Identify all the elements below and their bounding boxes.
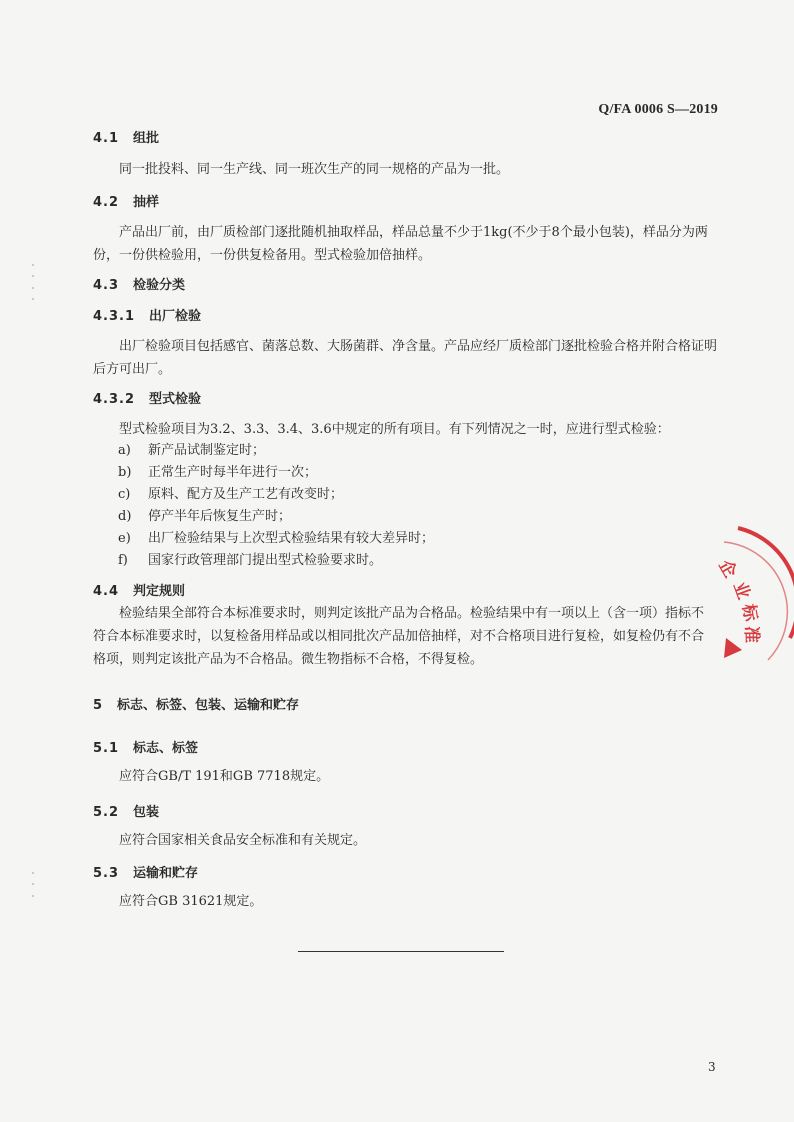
margin-dots-decoration <box>30 870 36 910</box>
svg-text:企: 企 <box>714 556 741 582</box>
heading-5 <box>93 694 299 713</box>
list-text: 国家行政管理部门提出型式检验要求时。 <box>148 553 383 568</box>
heading-4-3-1 <box>93 305 201 324</box>
heading-number: 4.4 <box>93 584 120 599</box>
heading-title: 检验分类 <box>133 278 186 293</box>
heading-5-1 <box>93 737 198 756</box>
heading-4-3 <box>93 274 185 293</box>
list-item <box>118 462 317 484</box>
end-rule <box>298 951 504 952</box>
svg-text:准: 准 <box>741 626 761 643</box>
heading-number: 5.3 <box>93 866 120 881</box>
heading-number: 5.2 <box>93 805 120 820</box>
list-marker: d) <box>118 509 132 524</box>
svg-text:标: 标 <box>737 602 761 623</box>
list-item <box>118 440 265 462</box>
margin-dots-decoration <box>30 262 36 302</box>
list-item <box>118 484 343 506</box>
para-5-2: 应符合国家相关食品安全标准和有关规定。 <box>119 833 367 848</box>
heading-4-3-2 <box>93 388 201 407</box>
heading-title: 标志、标签、包装、运输和贮存 <box>117 698 300 713</box>
para-4-1: 同一批投料、同一生产线、同一班次生产的同一规格的产品为一批。 <box>119 162 510 177</box>
page-number: 3 <box>708 1060 716 1074</box>
list-text: 新产品试制鉴定时； <box>148 443 266 458</box>
list-marker: f) <box>118 553 128 568</box>
para-5-1: 应符合GB/T 191和GB 7718规定。 <box>119 769 330 784</box>
para-4-3-1: 出厂检验项目包括感官、菌落总数、大肠菌群、净含量。产品应经厂质检部门逐批检验合格并附合格证明后方可出厂。 <box>93 339 718 377</box>
heading-number: 5.1 <box>93 741 120 756</box>
heading-number: 4.3.2 <box>93 392 136 407</box>
list-marker: c) <box>118 487 131 502</box>
heading-title: 标志、标签 <box>133 741 199 756</box>
list-text: 停产半年后恢复生产时； <box>148 509 292 524</box>
svg-text:业: 业 <box>728 579 754 603</box>
heading-number: 4.2 <box>93 195 120 210</box>
heading-number: 4.3.1 <box>93 309 136 324</box>
heading-number: 4.3 <box>93 278 120 293</box>
heading-number: 5 <box>93 698 104 713</box>
list-marker: b) <box>118 465 132 480</box>
heading-title: 运输和贮存 <box>133 866 199 881</box>
doc-code: Q/FA 0006 S—2019 <box>598 102 718 117</box>
heading-title: 型式检验 <box>149 392 202 407</box>
para-4-4: 检验结果全部符合本标准要求时，则判定该批产品为合格品。检验结果中有一项以上（含一项）指标不符合本标准要求时，以复检备用样品或以相同批次产品加倍抽样，对不合格项目进行复检，如复检仍有不合格项，则判定该批产品为不合格品。微生物指标不合格，不得复检。 <box>93 606 705 667</box>
para-4-3-2: 型式检验项目为3.2、3.3、3.4、3.6中规定的所有项目。有下列情况之一时，应进行型式检验： <box>119 422 670 437</box>
para-4-2: 产品出厂前，由厂质检部门逐批随机抽取样品，样品总量不少于1kg(不少于8个最小包装)，样品分为两份，一份供检验用，一份供复检备用。型式检验加倍抽样。 <box>93 225 708 263</box>
heading-number: 4.1 <box>93 131 120 146</box>
seal-stamp <box>698 520 794 670</box>
list-item <box>118 528 434 550</box>
list-marker: e) <box>118 531 131 546</box>
heading-title: 组批 <box>133 131 160 146</box>
para-5-3: 应符合GB 31621规定。 <box>119 894 263 909</box>
list-item <box>118 550 382 572</box>
heading-4-2 <box>93 191 159 210</box>
list-text: 原料、配方及生产工艺有改变时； <box>148 487 344 502</box>
heading-4-4 <box>93 580 185 599</box>
heading-4-1 <box>93 127 159 146</box>
heading-title: 抽样 <box>133 195 160 210</box>
list-item <box>118 506 291 528</box>
heading-title: 包装 <box>133 805 160 820</box>
heading-title: 判定规则 <box>133 584 186 599</box>
list-marker: a) <box>118 443 131 458</box>
list-text: 正常生产时每半年进行一次； <box>148 465 318 480</box>
heading-5-3 <box>93 862 198 881</box>
heading-title: 出厂检验 <box>149 309 202 324</box>
list-text: 出厂检验结果与上次型式检验结果有较大差异时； <box>148 531 435 546</box>
heading-5-2 <box>93 801 159 820</box>
